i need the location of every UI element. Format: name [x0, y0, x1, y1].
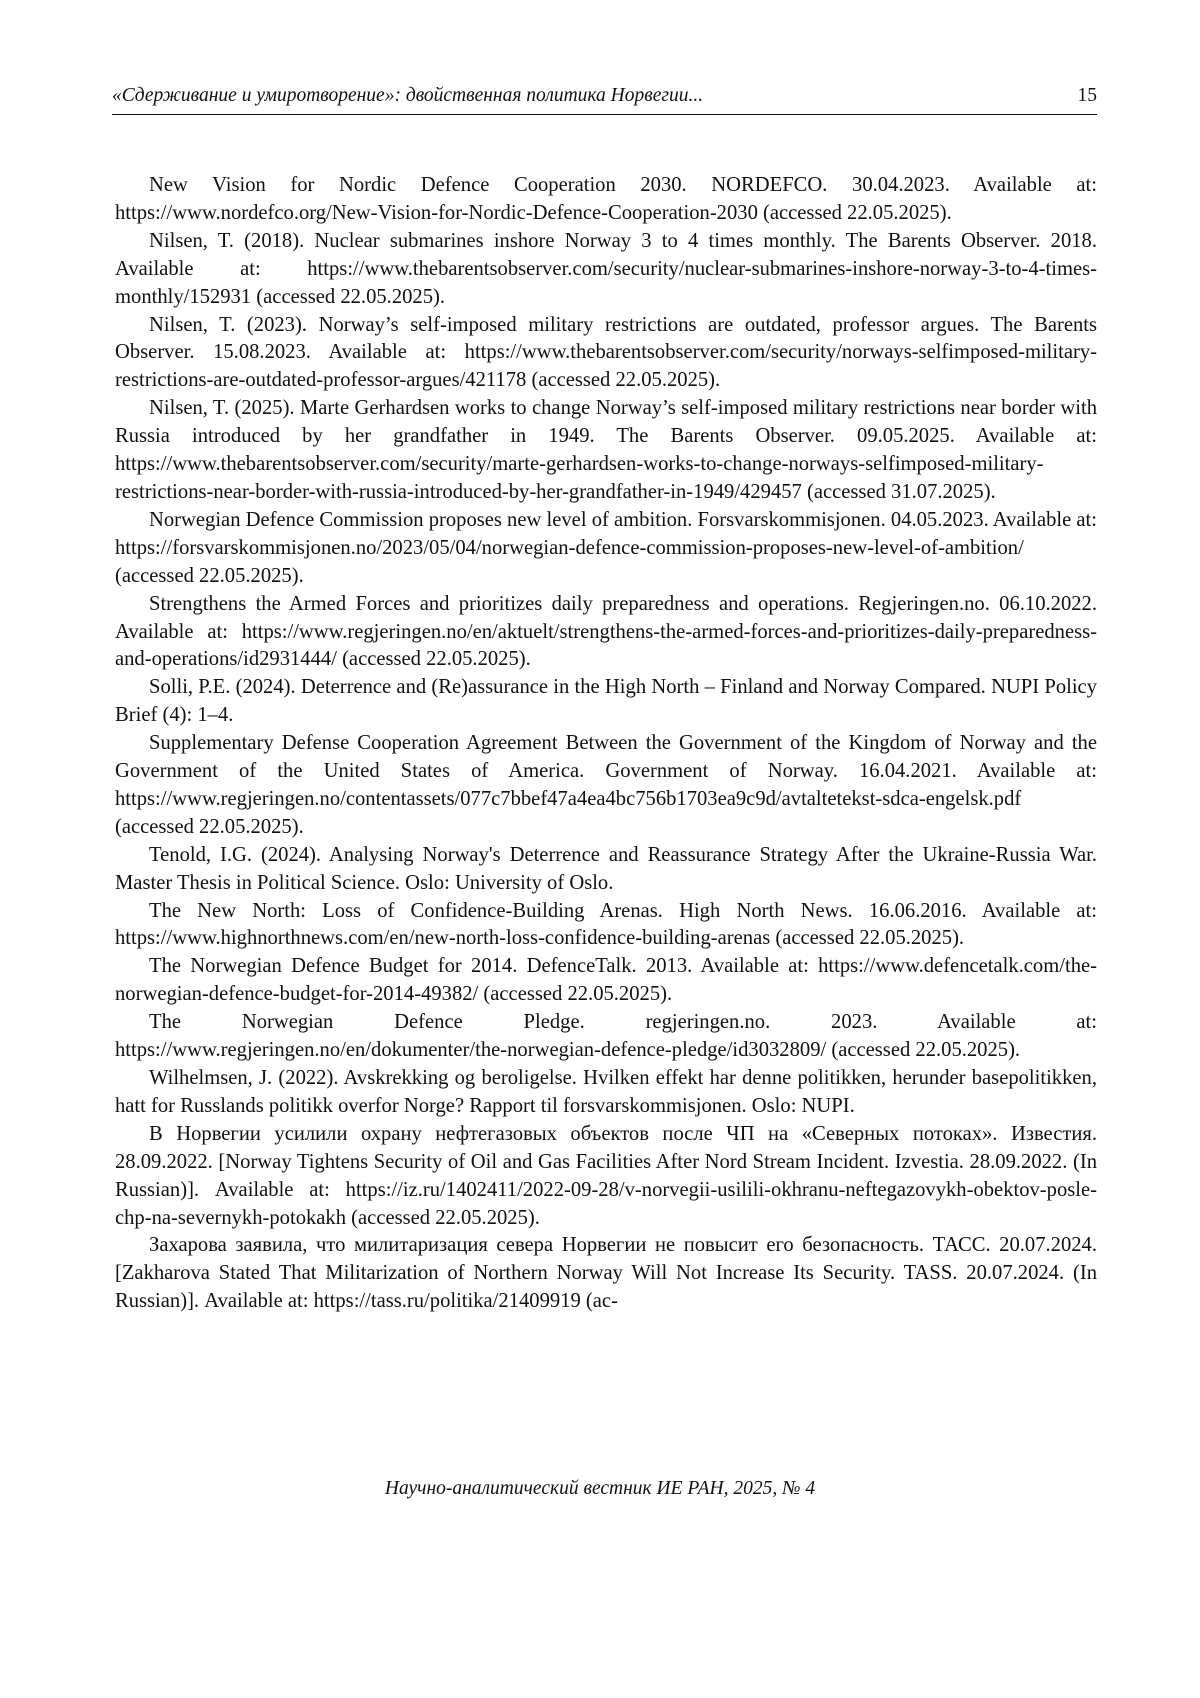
- reference-entry: Nilsen, T. (2023). Norway’s self-imposed military restrictions are outdated, professor argues. The Barents Observer. 15.08.2023. Available at: https://www.thebarentsobserver.com/security/norways-selfimposed-military-restrictions-are-outdated-professor-argues/421178 (accessed 22.05.2025).: [115, 313, 1097, 392]
- reference-entry: Solli, P.E. (2024). Deterrence and (Re)assurance in the High North – Finland and Norway Compared. NUPI Policy Brief (4): 1–4.: [115, 676, 1097, 727]
- reference-entry: Захарова заявила, что милитаризация севера Норвегии не повысит его безопасность. ТАСС. 20.07.2024. [Zakharova Stated That Militarization of Northern Norway Will Not Increase Its Security. TASS. 20.07.2024. (In Russian)]. Available at: https://tass.ru/politika/21409919 (ac-: [115, 1234, 1097, 1313]
- reference-entry: Nilsen, T. (2025). Marte Gerhardsen works to change Norway’s self-imposed military restrictions near border with Russia introduced by her grandfather in 1949. The Barents Observer. 09.05.2025. Available at: https://www.thebarentsobserver.com/security/marte-gerhardsen-works-to-change-norways-selfimposed-military-restrictions-near-border-with-russia-introduced-by-her-grandfather-in-1949/429457 (accessed 31.07.2025).: [115, 397, 1097, 503]
- reference-entry: Norwegian Defence Commission proposes new level of ambition. Forsvarskommisjonen. 04.05.2023. Available at: https://forsvarskommisjonen.no/2023/05/04/norwegian-defence-commission-proposes-new-level-of-ambition/ (accessed 22.05.2025).: [115, 508, 1097, 587]
- reference-entry: Strengthens the Armed Forces and prioritizes daily preparedness and operations. Regjeringen.no. 06.10.2022. Available at: https://www.regjeringen.no/en/aktuelt/strengthens-the-armed-forces-and-prioritizes-daily-preparedness-and-operations/id2931444/ (accessed 22.05.2025).: [115, 592, 1097, 671]
- header-rule: [112, 114, 1097, 115]
- reference-entry: Tenold, I.G. (2024). Analysing Norway's Deterrence and Reassurance Strategy After the Ukraine-Russia War. Master Thesis in Political Science. Oslo: University of Oslo.: [115, 843, 1097, 894]
- reference-entry: The New North: Loss of Confidence-Building Arenas. High North News. 16.06.2016. Available at: https://www.highnorthnews.com/en/new-north-loss-confidence-building-arenas (accessed 22.05.2025).: [115, 899, 1097, 950]
- running-title: «Сдерживание и умиротворение»: двойственная политика Норвегии...: [112, 85, 704, 106]
- journal-footer: Научно-аналитический вестник ИЕ РАН, 2025, № 4: [384, 1478, 816, 1499]
- reference-entry: Supplementary Defense Cooperation Agreement Between the Government of the Kingdom of Norway and the Government of the United States of America. Government of Norway. 16.04.2021. Available at: https://www.regjeringen.no/contentassets/077c7bbef47a4ea4bc756b1703ea9c9d/avtaltetekst-sdca-engelsk.pdf (accessed 22.05.2025).: [115, 732, 1097, 838]
- reference-list: [115, 172, 1097, 1316]
- reference-entry: The Norwegian Defence Budget for 2014. DefenceTalk. 2013. Available at: https://www.defencetalk.com/the-norwegian-defence-budget-for-2014-49382/ (accessed 22.05.2025).: [115, 955, 1097, 1006]
- page-number: 15: [1077, 85, 1097, 106]
- reference-entry: Nilsen, T. (2018). Nuclear submarines inshore Norway 3 to 4 times monthly. The Barents Observer. 2018. Available at: https://www.thebarentsobserver.com/security/nuclear-submarines-inshore-norway-3-to-4-times-monthly/152931 (accessed 22.05.2025).: [115, 229, 1097, 308]
- reference-entry: The Norwegian Defence Pledge. regjeringen.no. 2023. Available at: https://www.regjeringen.no/en/dokumenter/the-norwegian-defence-pledge/id3032809/ (accessed 22.05.2025).: [115, 1011, 1097, 1062]
- reference-entry: New Vision for Nordic Defence Cooperation 2030. NORDEFCO. 30.04.2023. Available at: https://www.nordefco.org/New-Vision-for-Nordic-Defence-Cooperation-2030 (accessed 22.05.2025).: [115, 174, 1097, 224]
- reference-entry: Wilhelmsen, J. (2022). Avskrekking og beroligelse. Hvilken effekt har denne politikken, herunder basepolitikken, hatt for Russlands politikk overfor Norge? Rapport til forsvarskommisjonen. Oslo: NUPI.: [115, 1067, 1097, 1117]
- reference-entry: В Норвегии усилили охрану нефтегазовых объектов после ЧП на «Северных потоках». Известия. 28.09.2022. [Norway Tightens Security of Oil and Gas Facilities After Nord Stream Incident. Izvestia. 28.09.2022. (In Russian)]. Available at: https://iz.ru/1402411/2022-09-28/v-norvegii-usilili-okhranu-neftegazovykh-obektov-posle-chp-na-severnykh-potokakh (accessed 22.05.2025).: [115, 1122, 1097, 1229]
